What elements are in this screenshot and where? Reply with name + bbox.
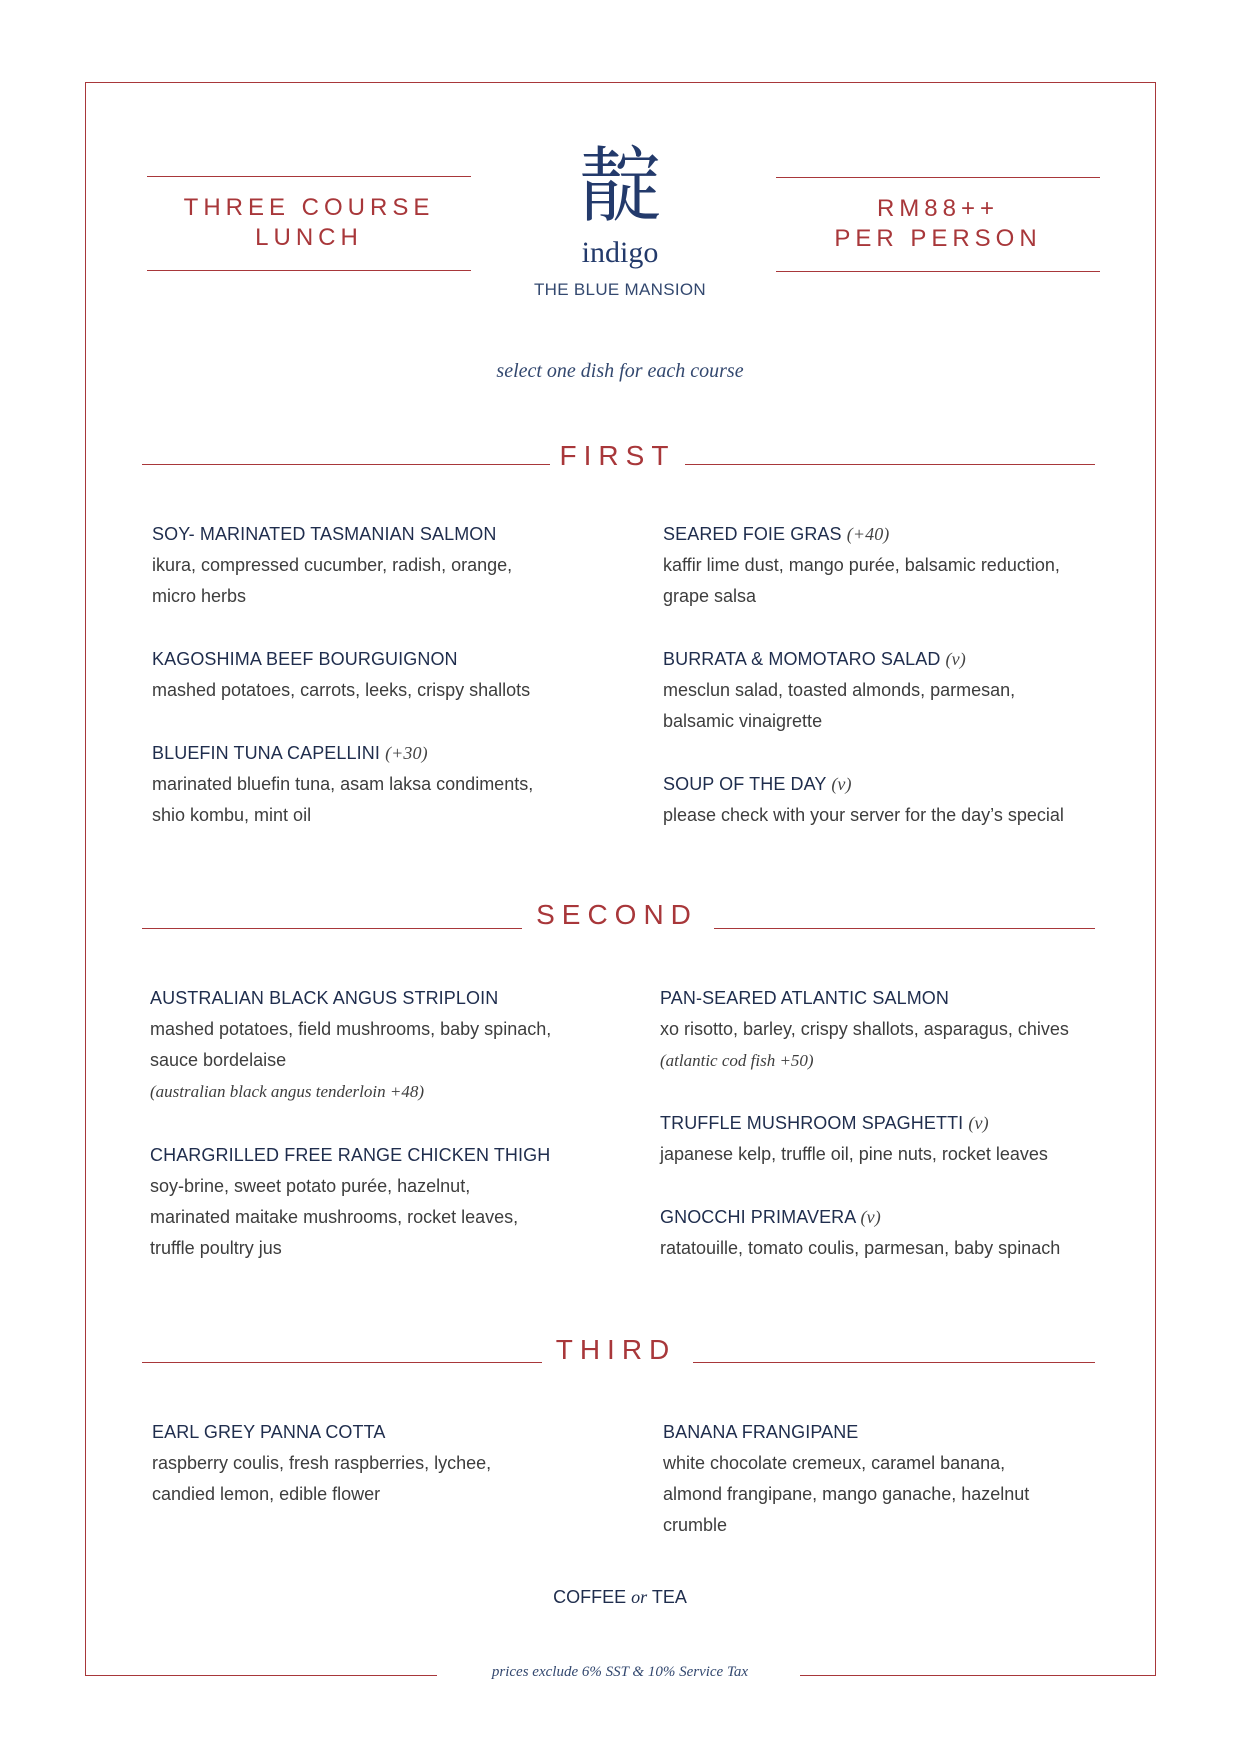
section-title-second: SECOND — [536, 899, 698, 930]
header-right-rule-bottom — [776, 271, 1100, 272]
dish-diet-note: (v) — [831, 774, 852, 794]
tax-footnote: prices exclude 6% SST & 10% Service Tax — [491, 1664, 749, 1680]
dish-diet-note: (v) — [945, 649, 966, 669]
dish-item — [663, 521, 1133, 612]
footer-rule-right — [800, 1675, 1156, 1676]
dish-description: mashed potatoes, carrots, leeks, crispy shallots — [152, 680, 531, 700]
header-right-title-line1: RM88++ — [876, 195, 1000, 222]
dish-price-note: (+30) — [385, 743, 428, 763]
dish-description: mashed potatoes, field mushrooms, baby spinach, sauce bordelaise — [150, 1019, 552, 1070]
dish-item — [152, 521, 622, 612]
dish-name: GNOCCHI PRIMAVERA (v) — [660, 1207, 881, 1227]
section-title-third: THIRD — [555, 1334, 677, 1365]
dish-alternative: (australian black angus tenderloin +48) — [150, 1082, 425, 1101]
dish-description: ikura, compressed cucumber, radish, orange, micro herbs — [152, 555, 513, 606]
dish-name: EARL GREY PANNA COTTA — [152, 1422, 386, 1442]
logo-subtitle: THE BLUE MANSION — [534, 280, 706, 299]
logo-glyph: 靛 — [578, 139, 661, 234]
dish-description: mesclun salad, toasted almonds, parmesan, balsamic vinaigrette — [663, 680, 1016, 731]
dish-description: please check with your server for the day’s special — [663, 805, 1064, 825]
third-rule-right — [693, 1362, 1095, 1363]
second-rule-right — [714, 928, 1095, 929]
dish-name: BLUEFIN TUNA CAPELLINI (+30) — [152, 743, 428, 763]
dish-item — [663, 646, 1133, 737]
dish-item — [660, 1110, 1130, 1170]
header-left-title-line1: THREE COURSE — [183, 194, 435, 221]
header-right-title — [776, 194, 1100, 254]
dish-item — [152, 646, 622, 706]
dish-item — [152, 740, 622, 831]
section-title-first: FIRST — [559, 440, 676, 471]
header-left-rule-bottom — [147, 270, 471, 271]
coffee-or-tea — [470, 1587, 770, 1608]
header-right-title-line2: PER PERSON — [834, 225, 1042, 252]
dish-item — [663, 1419, 1133, 1541]
third-rule-left — [142, 1362, 542, 1363]
dish-description: marinated bluefin tuna, asam laksa condiments, shio kombu, mint oil — [152, 774, 534, 825]
dish-description: xo risotto, barley, crispy shallots, asparagus, chives — [660, 1019, 1069, 1039]
dish-name: CHARGRILLED FREE RANGE CHICKEN THIGH — [150, 1145, 551, 1165]
dish-alternative: (atlantic cod fish +50) — [660, 1051, 814, 1070]
dish-name: TRUFFLE MUSHROOM SPAGHETTI (v) — [660, 1113, 989, 1133]
tea-label: TEA — [651, 1587, 687, 1607]
dish-name: PAN-SEARED ATLANTIC SALMON — [660, 988, 949, 1008]
dish-diet-note: (v) — [968, 1113, 989, 1133]
dish-name: BANANA FRANGIPANE — [663, 1422, 859, 1442]
dish-item — [152, 1419, 622, 1510]
dish-description: raspberry coulis, fresh raspberries, lychee, candied lemon, edible flower — [152, 1453, 492, 1504]
dish-name: SEARED FOIE GRAS (+40) — [663, 524, 890, 544]
dish-description: soy-brine, sweet potato purée, hazelnut, marinated maitake mushrooms, rocket leaves, truffle poultry jus — [150, 1176, 519, 1258]
dish-description: white chocolate cremeux, caramel banana, almond frangipane, mango ganache, hazelnut crumble — [663, 1453, 1030, 1535]
logo-wordmark: indigo — [581, 236, 659, 269]
dish-description: japanese kelp, truffle oil, pine nuts, rocket leaves — [660, 1144, 1048, 1164]
header-left-title — [147, 193, 471, 253]
coffee-label: COFFEE — [553, 1587, 627, 1607]
first-rule-left — [142, 464, 550, 465]
instruction-text: select one dish for each course — [496, 360, 744, 382]
dish-description: ratatouille, tomato coulis, parmesan, baby spinach — [660, 1238, 1061, 1258]
dish-description: kaffir lime dust, mango purée, balsamic reduction, grape salsa — [663, 555, 1060, 606]
dish-item — [663, 771, 1133, 831]
first-rule-right — [685, 464, 1095, 465]
dish-name: SOUP OF THE DAY (v) — [663, 774, 852, 794]
header-left-rule-top — [147, 176, 471, 177]
dish-item — [150, 985, 620, 1107]
dish-name: BURRATA & MOMOTARO SALAD (v) — [663, 649, 966, 669]
dish-name: KAGOSHIMA BEEF BOURGUIGNON — [152, 649, 458, 669]
second-rule-left — [142, 928, 522, 929]
dish-item — [660, 1204, 1130, 1264]
header-right-rule-top — [776, 177, 1100, 178]
dish-item — [660, 985, 1130, 1076]
dish-price-note: (+40) — [846, 524, 890, 544]
header-left-title-line2: LUNCH — [255, 224, 363, 251]
or-label: or — [631, 1587, 648, 1607]
dish-diet-note: (v) — [860, 1207, 881, 1227]
dish-name: AUSTRALIAN BLACK ANGUS STRIPLOIN — [150, 988, 499, 1008]
footer-rule-left — [85, 1675, 437, 1676]
dish-name: SOY- MARINATED TASMANIAN SALMON — [152, 524, 497, 544]
dish-item — [150, 1142, 620, 1264]
